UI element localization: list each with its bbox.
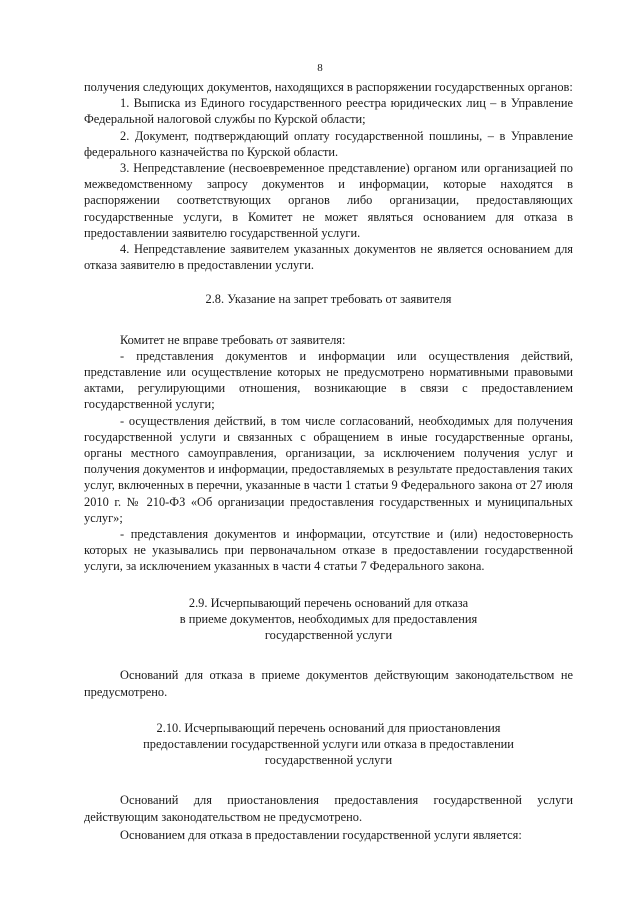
section-2-9-heading-line-3: государственной услуги: [264, 628, 393, 643]
list-item-1: 1. Выписка из Единого государственного реестра юридических лиц – в Управление Федеральной налоговой службы по Курской области;: [84, 96, 573, 127]
section-2-10-heading-line-2: предоставлении государственной услуги или отказа в предоставлении: [143, 736, 514, 751]
page-number: 8: [317, 62, 323, 74]
section-2-10-body-2: Основанием для отказа в предоставлении государственной услуги является:: [120, 827, 522, 842]
section-2-8-item-2: - осуществления действий, в том числе согласований, необходимых для получения государственной услуги и связанных с обращением в иные государственные органы, органы местного самоуправления, организации, за исключением получения услуг и получения документов и информации, предоставляемых в результате предоставления таких услуг, включенных в перечни, указанные в части 1 статьи 9 Федерального закона от 27 июля 2010 г. № 210-ФЗ «Об организации предоставления государственных и муниципальных услуг»;: [84, 413, 573, 525]
section-2-8-item-3: - представления документов и информации, отсутствие и (или) недостоверность которых не указывались при первоначальном отказе в предоставлении государственной услуги, за исключением указанных в части 4 статьи 7 Федерального закона.: [84, 527, 573, 574]
section-2-10-heading: [84, 720, 573, 769]
section-2-10-heading-line-3: государственной услуги: [264, 753, 393, 768]
section-2-8-item-1: - представления документов и информации или осуществления действий, представление или осуществление которых не предусмотрено нормативными правовыми актами, регулирующими отношения, возникающие в связи с предоставлением государственной услуги;: [84, 348, 573, 412]
list-item-3: 3. Непредставление (несвоевременное представление) органом или организацией по межведомственному запросу документов и информации, которые находятся в распоряжении соответствующих органов либо организации, предоставляющих государственные услуги, в Комитет не может являться основанием для отказа в предоставлении заявителю государственной услуги.: [84, 161, 573, 240]
section-2-9-heading-line-1: 2.9. Исчерпывающий перечень оснований для отказа: [188, 595, 469, 610]
list-item-2: 2. Документ, подтверждающий оплату государственной пошлины, – в Управление федерального казначейства по Курской области.: [84, 128, 573, 159]
intro-paragraph: получения следующих документов, находящихся в распоряжении государственных органов:: [84, 80, 573, 94]
section-2-8-intro: Комитет не вправе требовать от заявителя:: [120, 332, 346, 347]
section-2-10-heading-line-1: 2.10. Исчерпывающий перечень оснований для приостановления: [156, 720, 501, 735]
section-2-9-heading: [84, 595, 573, 644]
section-2-10-body-1: Оснований для приостановления предоставления государственной услуги действующим законодательством не предусмотрено.: [84, 793, 573, 824]
section-2-9-heading-line-2: в приеме документов, необходимых для предоставления: [179, 611, 478, 626]
section-2-8-heading: 2.8. Указание на запрет требовать от заявителя: [205, 292, 452, 307]
section-2-9-body: Оснований для отказа в приеме документов действующим законодательством не предусмотрено.: [84, 668, 573, 699]
list-item-4: 4. Непредставление заявителем указанных документов не является основанием для отказа заявителю в предоставлении услуги.: [84, 242, 573, 273]
page-text: [84, 79, 573, 843]
